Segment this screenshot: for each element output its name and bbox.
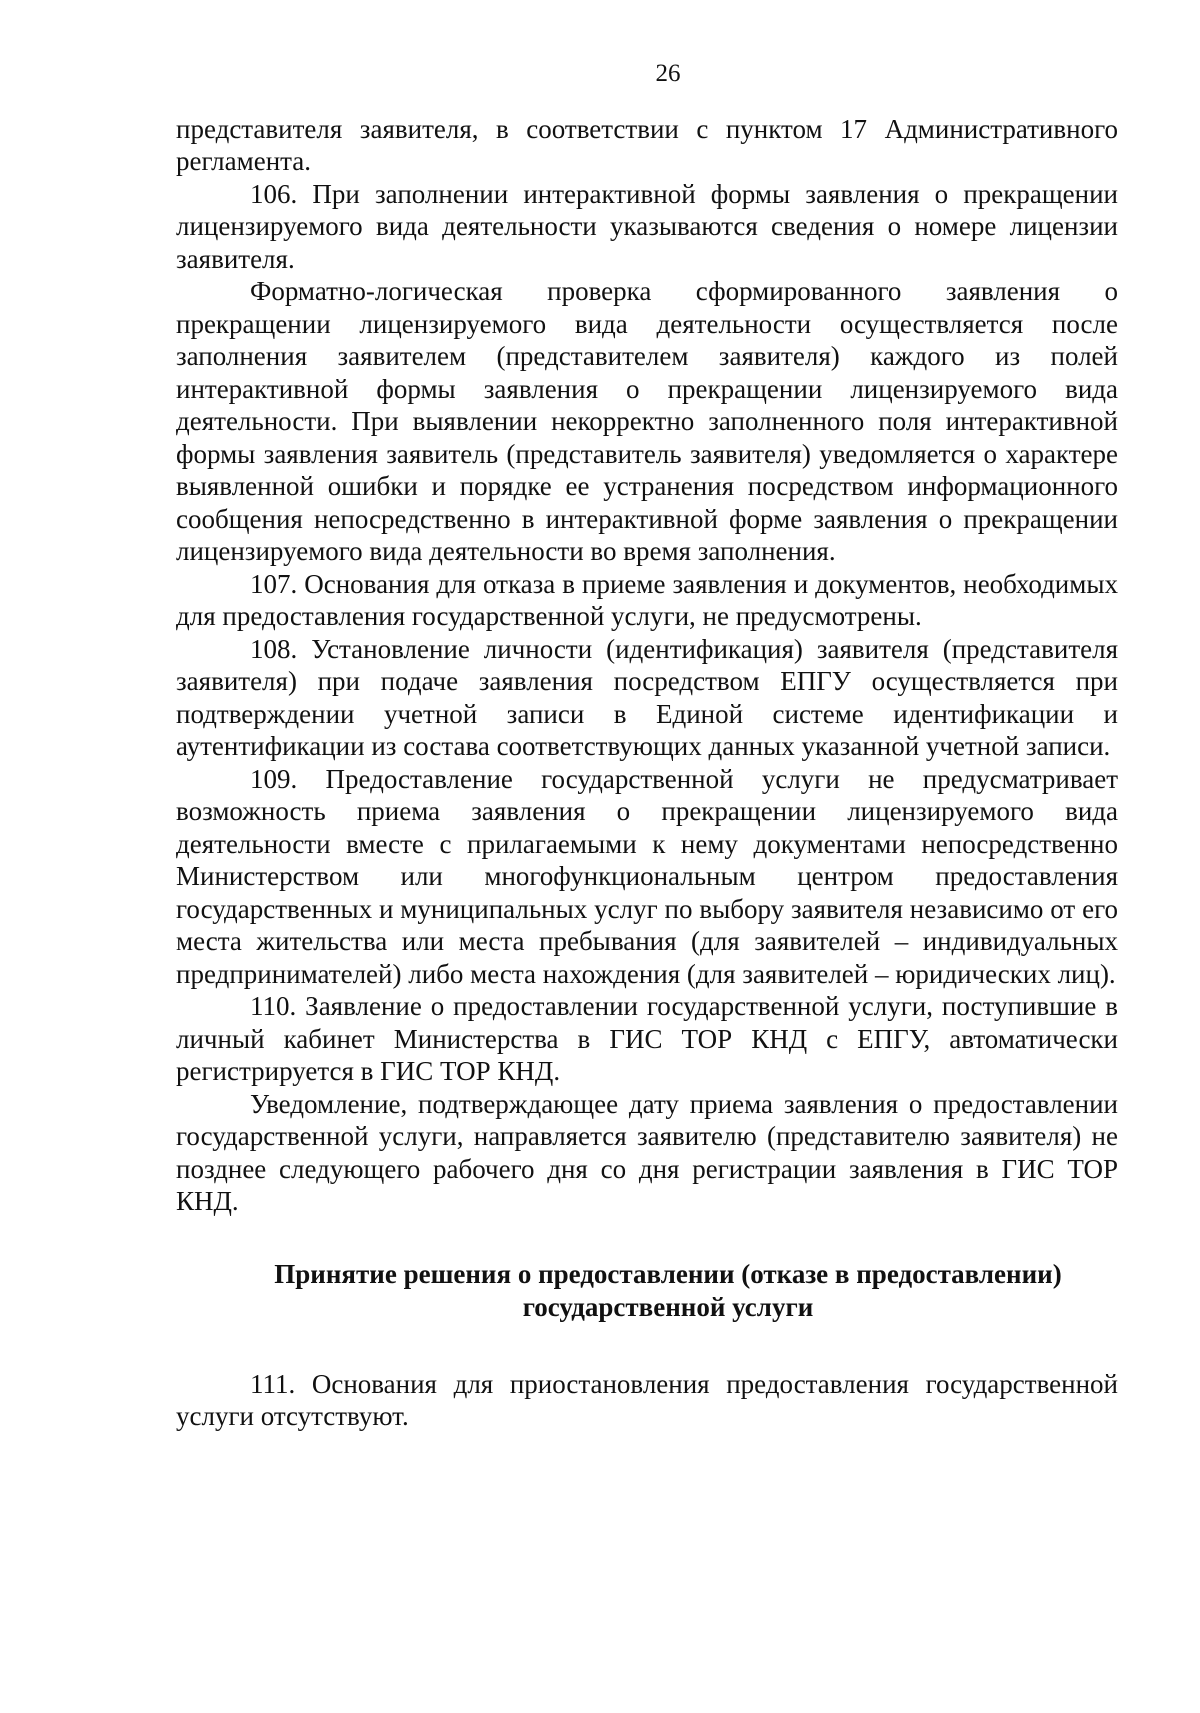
section-heading <box>176 1258 1118 1324</box>
section-heading-line-1: Принятие решения о предоставлении (отказе в предоставлении) <box>274 1258 1062 1289</box>
paragraph-p111: 111. Основания для приостановления предоставления государственной услуги отсутствуют. <box>176 1368 1118 1431</box>
paragraph-p-cont: представителя заявителя, в соответствии с пунктом 17 Административного регламента. <box>176 113 1118 176</box>
page-number: 26 <box>655 60 681 87</box>
paragraph-p110-2: Уведомление, подтверждающее дату приема заявления о предоставлении государственной услуги, направляется заявителю (представителю заявителя) не позднее следующего рабочего дня со дня регистрации заявления в ГИС ТОР КНД. <box>176 1088 1118 1216</box>
paragraph-p106: 106. При заполнении интерактивной формы заявления о прекращении лицензируемого вида деятельности указываются сведения о номере лицензии заявителя. <box>176 178 1118 274</box>
paragraphs-top <box>176 113 1118 1218</box>
paragraph-p110: 110. Заявление о предоставлении государственной услуги, поступившие в личный кабинет Министерства в ГИС ТОР КНД с ЕПГУ, автоматически регистрируется в ГИС ТОР КНД. <box>176 991 1118 1086</box>
paragraph-p106-2: Форматно-логическая проверка сформированного заявления о прекращении лицензируемого вида деятельности осуществляется после заполнения заявителем (представителем заявителя) каждого из полей интерактивной формы заявления о прекращении лицензируемого вида деятельности. При выявлении некорректно заполненного поля интерактивной формы заявления заявитель (представитель заявителя) уведомляется о характере выявленной ошибки и порядке ее устранения посредством информационного сообщения непосредственно в интерактивной форме заявления о прекращении лицензируемого вида деятельности во время заполнения. <box>176 276 1118 566</box>
paragraph-p109: 109. Предоставление государственной услуги не предусматривает возможность приема заявления о прекращении лицензируемого вида деятельности вместе с прилагаемыми к нему документами непосредственно Министерством или многофункциональным центром предоставления государственных и муниципальных услуг по выбору заявителя независимо от его места жительства или места пребывания (для заявителей – индивидуальных предпринимателей) либо места нахождения (для заявителей – юридических лиц). <box>176 763 1118 989</box>
paragraphs-bottom <box>176 1368 1118 1433</box>
paragraph-p108: 108. Установление личности (идентификация) заявителя (представителя заявителя) при подаче заявления посредством ЕПГУ осуществляется при подтверждении учетной записи в Единой системе идентификации и аутентификации из состава соответствующих данных указанной учетной записи. <box>176 633 1118 761</box>
paragraph-p107: 107. Основания для отказа в приеме заявления и документов, необходимых для предоставления государственной услуги, не предусмотрены. <box>176 568 1118 631</box>
document-page <box>176 58 1118 1433</box>
section-heading-line-2: государственной услуги <box>522 1291 814 1322</box>
